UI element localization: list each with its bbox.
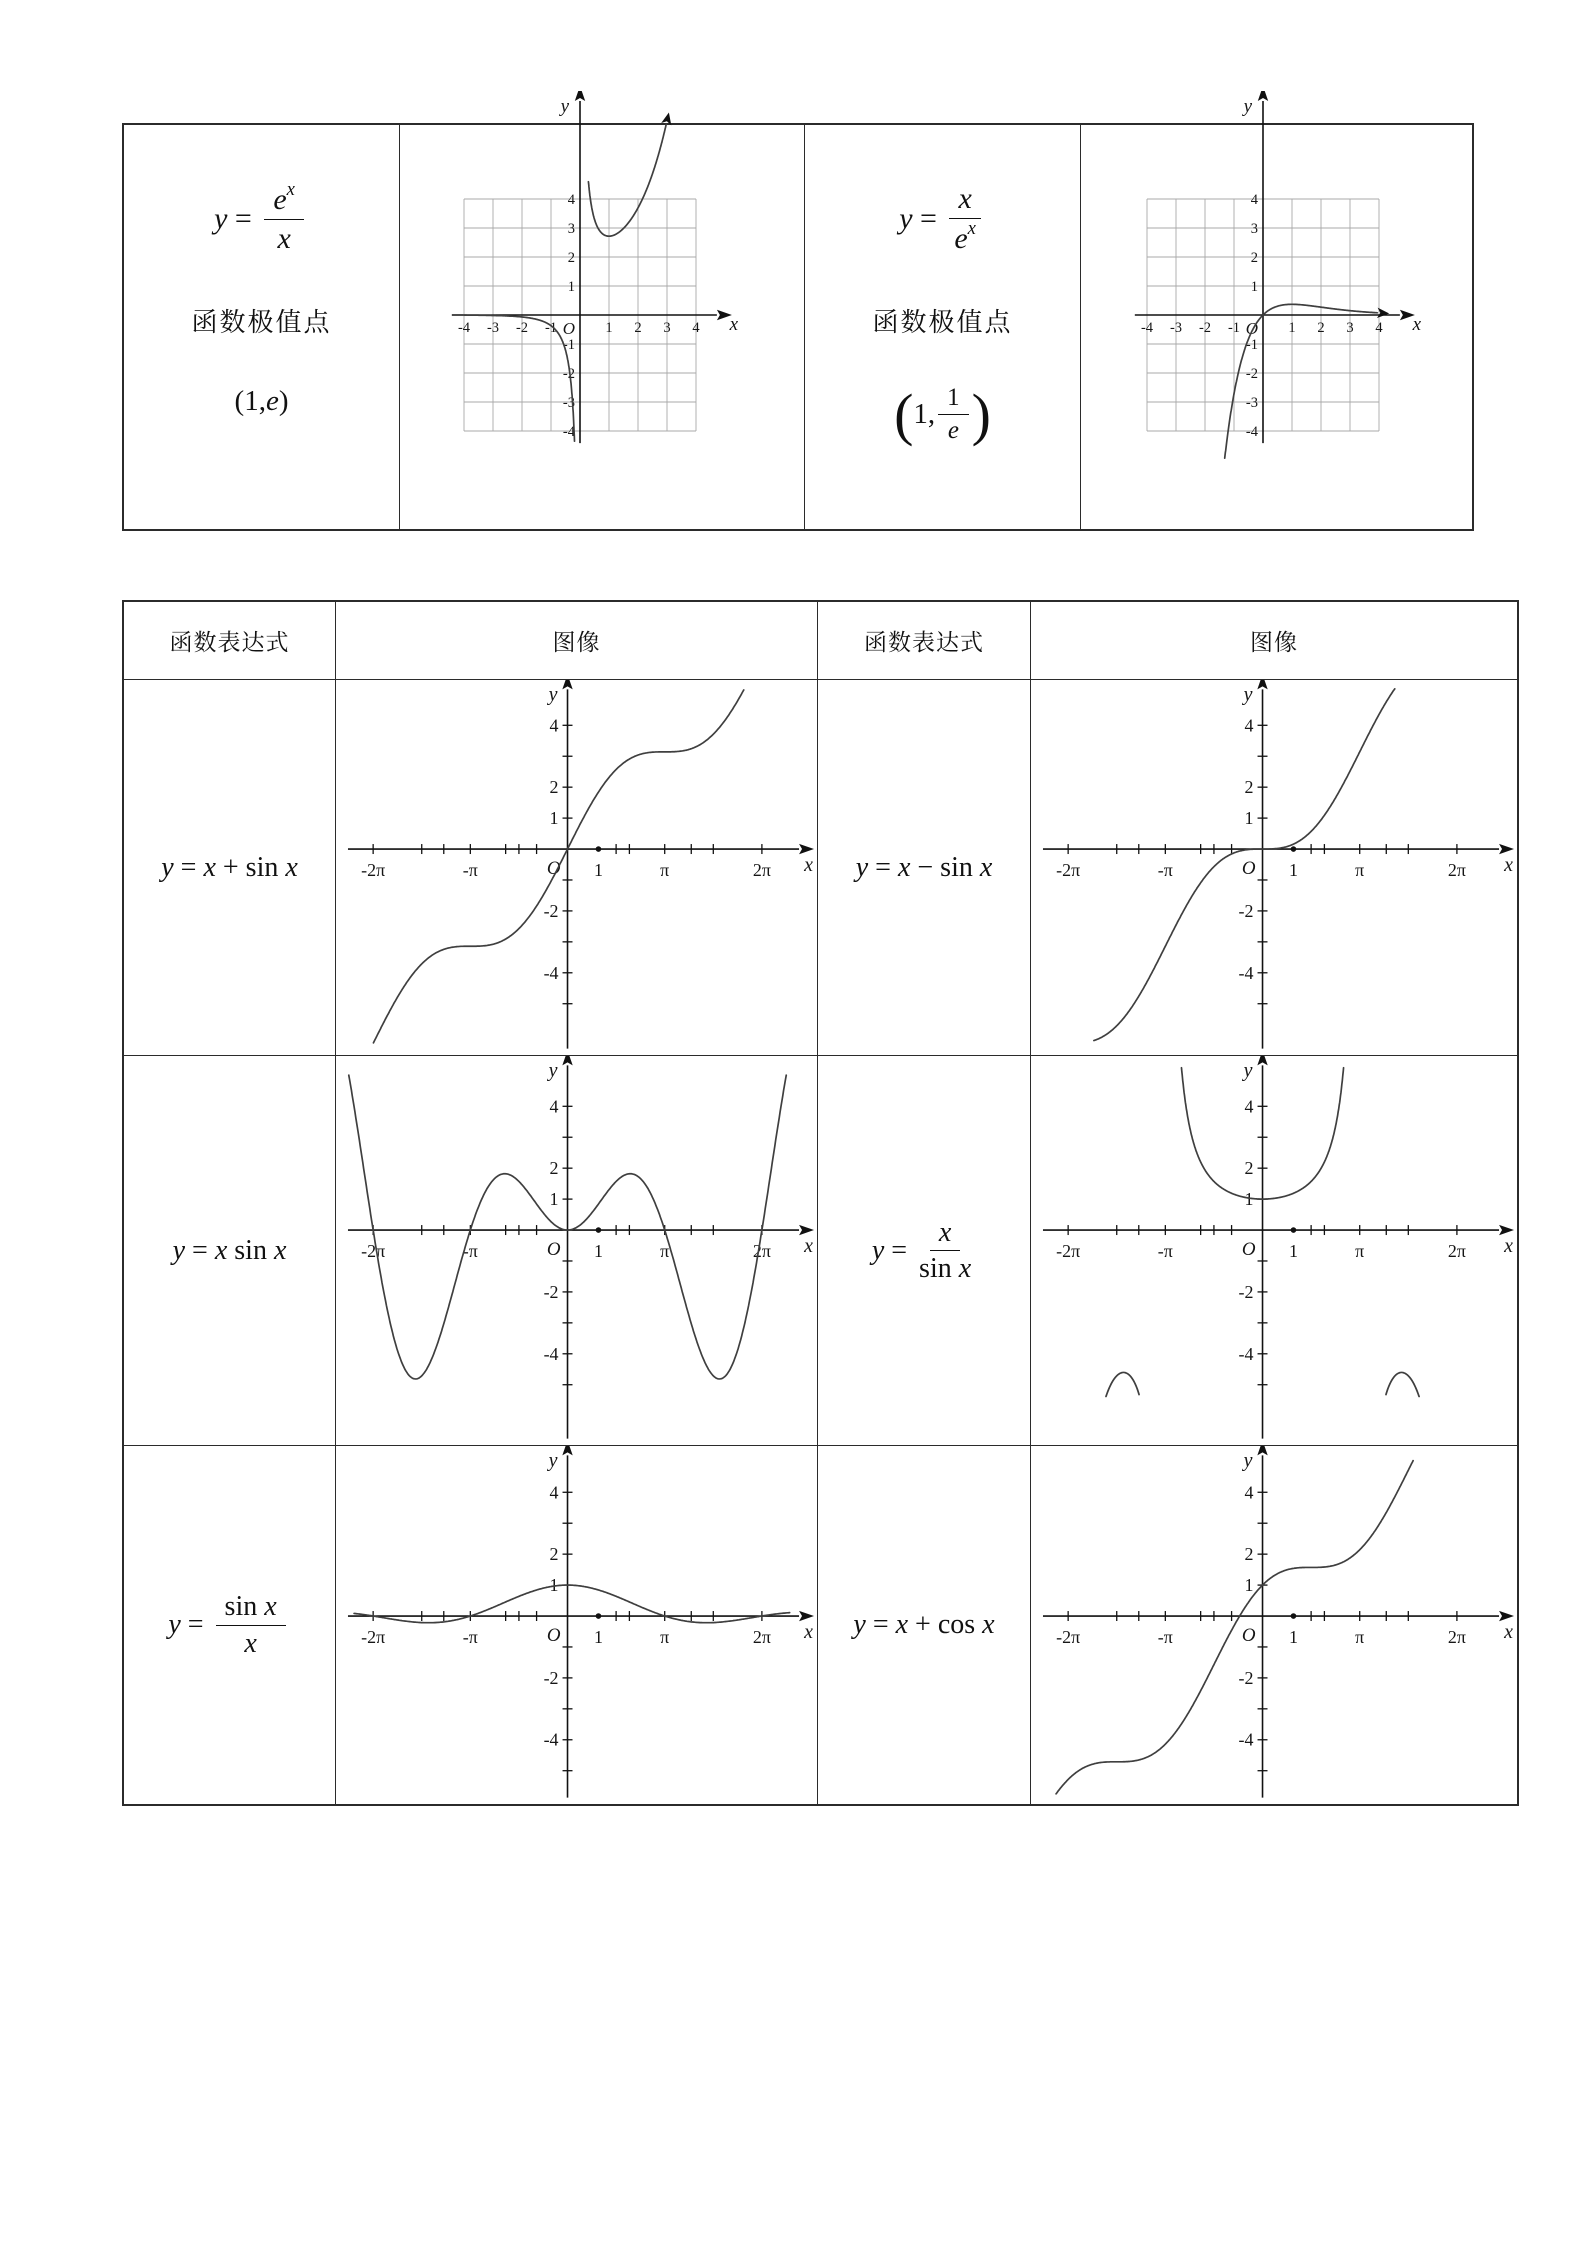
extremum-point-right: ( 1, $\frac{1}{e}$ ) [894, 381, 991, 447]
svg-text:-π: -π [1157, 1626, 1173, 1647]
plot-x-plus-sinx [336, 680, 817, 1056]
svg-text:1: 1 [1250, 279, 1258, 295]
svg-text:-1: -1 [544, 320, 558, 336]
cell-formula-ex-over-x [124, 125, 399, 529]
cell-formula-sinx-over-x [124, 1445, 335, 1804]
cell-formula-x-over-ex [804, 125, 1080, 529]
cell-graph-x-plus-sinx [335, 679, 817, 1055]
svg-text:-4: -4 [543, 1729, 559, 1750]
function-graph-table [122, 600, 1519, 1806]
svg-text:1: 1 [593, 859, 603, 880]
svg-text:-4: -4 [457, 320, 471, 336]
svg-text:2: 2 [1244, 776, 1254, 797]
svg-text:-2: -2 [543, 900, 559, 921]
formula-x-sinx: y = x sin x [172, 1234, 287, 1266]
svg-text:O: O [546, 1624, 561, 1646]
svg-text:1: 1 [549, 807, 559, 828]
svg-text:-2: -2 [515, 320, 529, 336]
svg-text:-3: -3 [1245, 395, 1258, 411]
svg-text:2: 2 [549, 776, 559, 797]
svg-text:-2: -2 [543, 1281, 559, 1302]
svg-text:y: y [1243, 1448, 1253, 1471]
svg-text:2π: 2π [1447, 1626, 1466, 1647]
cell-graph-x-plus-cosx [1030, 1445, 1517, 1804]
svg-text:-3: -3 [486, 320, 500, 336]
svg-text:4: 4 [567, 192, 575, 208]
plot-x-minus-sinx [1031, 680, 1517, 1056]
svg-text:-2π: -2π [1056, 859, 1081, 880]
header-graph-2: 图像 [1030, 602, 1517, 679]
svg-text:1: 1 [593, 1240, 603, 1261]
svg-text:-4: -4 [1238, 1343, 1254, 1364]
svg-text:-2: -2 [543, 1667, 559, 1688]
extremum-label-right: 函数极值点 [872, 308, 1013, 337]
svg-text:y: y [548, 682, 558, 705]
svg-text:4: 4 [1244, 1481, 1254, 1502]
svg-text:4: 4 [549, 1095, 559, 1116]
svg-text:1: 1 [549, 1188, 559, 1209]
svg-text:2: 2 [1250, 250, 1258, 266]
formula-ex-over-x: y = $\frac{e^x}{x}$ [214, 183, 309, 254]
svg-text:O: O [1241, 1624, 1256, 1646]
svg-text:π: π [660, 1626, 670, 1647]
header-expression-2: 函数表达式 [817, 602, 1030, 679]
svg-text:1: 1 [1244, 1188, 1254, 1209]
svg-text:O: O [546, 1238, 561, 1260]
svg-text:2: 2 [1317, 320, 1325, 336]
svg-text:-2π: -2π [1056, 1240, 1081, 1261]
extremum-label-left: 函数极值点 [191, 308, 332, 337]
svg-text:-3: -3 [1169, 320, 1183, 336]
svg-text:4: 4 [1244, 714, 1254, 735]
svg-text:1: 1 [1288, 1240, 1298, 1261]
svg-text:y: y [1243, 96, 1252, 117]
svg-text:2: 2 [1244, 1543, 1254, 1564]
svg-text:O: O [1245, 319, 1258, 338]
svg-text:4: 4 [1250, 192, 1258, 208]
svg-text:-1: -1 [562, 337, 575, 353]
svg-text:O: O [562, 319, 575, 338]
cell-formula-x-over-sinx [817, 1055, 1030, 1445]
svg-text:π: π [1355, 1240, 1365, 1261]
header-expression-1: 函数表达式 [169, 630, 290, 655]
svg-text:-4: -4 [543, 1343, 559, 1364]
cell-formula-x-plus-sinx [124, 679, 335, 1055]
svg-text:-π: -π [1157, 859, 1173, 880]
svg-text:x: x [1504, 1620, 1514, 1643]
svg-text:-π: -π [462, 859, 478, 880]
svg-text:2: 2 [549, 1157, 559, 1178]
svg-text:2π: 2π [752, 1240, 771, 1261]
svg-text:3: 3 [567, 221, 575, 237]
svg-text:-4: -4 [543, 962, 559, 983]
formula-x-over-sinx: y = $\frac{x}{\text{sin x}}$ [871, 1216, 972, 1284]
cell-graph-ex-over-x [399, 96, 804, 529]
svg-text:2: 2 [567, 250, 575, 266]
svg-text:-π: -π [462, 1240, 478, 1261]
svg-text:-4: -4 [1238, 1729, 1254, 1750]
cell-formula-x-minus-sinx [817, 679, 1030, 1055]
svg-text:2π: 2π [752, 859, 771, 880]
svg-text:2: 2 [549, 1543, 559, 1564]
svg-text:O: O [546, 857, 561, 879]
svg-text:2π: 2π [752, 1626, 771, 1647]
cell-graph-x-sinx [335, 1055, 817, 1445]
svg-text:-π: -π [462, 1626, 478, 1647]
svg-text:-2: -2 [1238, 1667, 1254, 1688]
svg-text:4: 4 [1375, 320, 1383, 336]
plot-sinx-over-x [336, 1446, 817, 1805]
svg-text:x: x [1412, 314, 1422, 335]
svg-text:-3: -3 [562, 395, 575, 411]
svg-text:4: 4 [1244, 1095, 1254, 1116]
svg-text:1: 1 [605, 320, 613, 336]
svg-text:O: O [1241, 857, 1256, 879]
svg-text:1: 1 [567, 279, 575, 295]
formula-x-plus-cosx: y = x + cos x [853, 1609, 995, 1640]
svg-text:2π: 2π [1447, 859, 1466, 880]
svg-text:-2: -2 [1238, 900, 1254, 921]
svg-text:-2π: -2π [361, 859, 386, 880]
svg-text:1: 1 [1244, 1574, 1254, 1595]
header-graph-1: 图像 [335, 602, 817, 679]
svg-text:1: 1 [1288, 1626, 1298, 1647]
svg-text:x: x [1504, 853, 1514, 876]
cell-graph-x-over-sinx [1030, 1055, 1517, 1445]
svg-text:-1: -1 [1245, 337, 1258, 353]
svg-text:-2π: -2π [361, 1626, 386, 1647]
plot-x-plus-cosx [1031, 1446, 1517, 1805]
svg-text:1: 1 [1288, 859, 1298, 880]
cell-graph-sinx-over-x [335, 1445, 817, 1804]
svg-text:-2: -2 [1245, 366, 1258, 382]
svg-text:4: 4 [692, 320, 700, 336]
svg-text:-π: -π [1157, 1240, 1173, 1261]
svg-text:x: x [804, 853, 814, 876]
plot-ex-over-x [400, 91, 805, 535]
extremum-table [122, 96, 1474, 531]
svg-text:2π: 2π [1447, 1240, 1466, 1261]
cell-formula-x-plus-cosx [817, 1445, 1030, 1804]
svg-text:1: 1 [549, 1574, 559, 1595]
formula-x-over-ex: y = $\frac{x}{e^x}$ [899, 183, 986, 254]
svg-text:π: π [660, 1240, 670, 1261]
svg-text:1: 1 [1244, 807, 1254, 828]
svg-text:x: x [804, 1620, 814, 1643]
extremum-point-left: ( 1, e ) [234, 385, 289, 417]
svg-text:-2π: -2π [361, 1240, 386, 1261]
svg-text:-2: -2 [562, 366, 575, 382]
cell-formula-x-sinx [124, 1055, 335, 1445]
plot-x-over-ex [1081, 91, 1473, 535]
svg-text:π: π [1355, 1626, 1365, 1647]
cell-graph-x-over-ex [1080, 96, 1472, 529]
svg-text:y: y [1243, 1058, 1253, 1081]
cell-graph-x-minus-sinx [1030, 679, 1517, 1055]
svg-text:π: π [1355, 859, 1365, 880]
svg-text:3: 3 [663, 320, 671, 336]
plot-x-over-sinx [1031, 1056, 1517, 1446]
formula-x-minus-sinx: y = x − sin x [855, 851, 993, 883]
svg-text:4: 4 [549, 714, 559, 735]
svg-text:-4: -4 [1245, 424, 1258, 440]
svg-text:x: x [804, 1234, 814, 1257]
svg-text:y: y [1243, 682, 1253, 705]
svg-text:-2π: -2π [1056, 1626, 1081, 1647]
svg-text:y: y [548, 1058, 558, 1081]
svg-text:3: 3 [1250, 221, 1258, 237]
svg-text:-4: -4 [1238, 962, 1254, 983]
svg-text:4: 4 [549, 1481, 559, 1502]
svg-text:O: O [1241, 1238, 1256, 1260]
svg-text:2: 2 [1244, 1157, 1254, 1178]
plot-x-sinx [336, 1056, 817, 1446]
svg-text:π: π [660, 859, 670, 880]
svg-text:-2: -2 [1238, 1281, 1254, 1302]
svg-text:3: 3 [1346, 320, 1354, 336]
svg-text:-4: -4 [1140, 320, 1154, 336]
svg-text:1: 1 [1288, 320, 1296, 336]
svg-text:1: 1 [593, 1626, 603, 1647]
svg-text:x: x [729, 314, 739, 335]
svg-text:-4: -4 [562, 424, 575, 440]
svg-text:-2: -2 [1198, 320, 1212, 336]
svg-text:y: y [548, 1448, 558, 1471]
formula-x-plus-sinx: y = x + sin x [161, 851, 298, 883]
svg-text:y: y [560, 96, 569, 117]
svg-text:2: 2 [634, 320, 642, 336]
svg-text:x: x [1504, 1234, 1514, 1257]
svg-text:-1: -1 [1227, 320, 1241, 336]
formula-sinx-over-x: y = $\frac{\text{sin x}}{x}$ [168, 1592, 290, 1658]
